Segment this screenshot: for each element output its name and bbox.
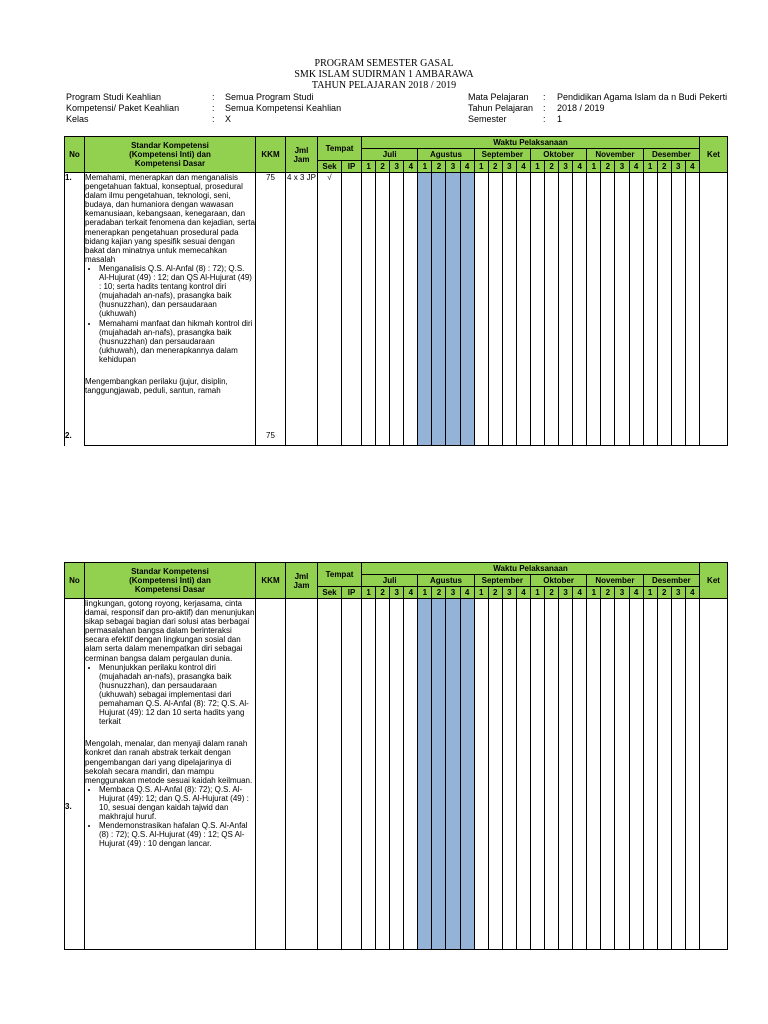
row-number: 1. 2. bbox=[65, 173, 85, 446]
month-juli: Juli bbox=[362, 149, 418, 161]
ip-cell bbox=[342, 599, 362, 950]
table-row bbox=[65, 173, 728, 446]
row-number: 3. bbox=[65, 599, 85, 950]
meta-semester-value: 1 bbox=[557, 114, 563, 124]
month-desember: Desember bbox=[643, 575, 699, 587]
month-oktober: Oktober bbox=[530, 575, 586, 587]
col-waktu-pelaksanaan: Waktu Pelaksanaan bbox=[362, 137, 700, 149]
col-sek: Sek bbox=[318, 587, 342, 599]
indicator-list bbox=[85, 663, 255, 727]
week-number: 4 bbox=[685, 161, 699, 173]
col-kkm: KKM bbox=[256, 563, 286, 599]
week-number: 4 bbox=[685, 587, 699, 599]
week-number: 2 bbox=[601, 587, 615, 599]
col-jml-jam: Jml Jam bbox=[286, 137, 318, 173]
week-number: 3 bbox=[502, 161, 516, 173]
document-title-1: PROGRAM SEMESTER GASAL bbox=[314, 58, 454, 69]
indicator-list bbox=[85, 264, 255, 364]
col-kkm: KKM bbox=[256, 137, 286, 173]
month-september: September bbox=[474, 149, 530, 161]
week-number: 3 bbox=[446, 161, 460, 173]
ket-cell bbox=[700, 599, 728, 950]
week-number: 2 bbox=[657, 161, 671, 173]
week-number: 3 bbox=[615, 161, 629, 173]
meta-program-label: Program Studi Keahlian bbox=[66, 92, 162, 102]
meta-tahun-label: Tahun Pelajaran bbox=[468, 103, 534, 113]
week-number: 4 bbox=[404, 161, 418, 173]
meta-semester-sep: : bbox=[543, 114, 546, 124]
meta-kelas-label: Kelas bbox=[66, 114, 89, 124]
col-waktu-pelaksanaan: Waktu Pelaksanaan bbox=[362, 563, 700, 575]
meta-kelas-value: X bbox=[225, 114, 232, 124]
col-standar-kompetensi: Standar Kompetensi (Kompetensi Inti) dan Kompetensi Dasar bbox=[85, 137, 256, 173]
month-desember: Desember bbox=[643, 149, 699, 161]
meta-semester-label: Semester bbox=[468, 114, 507, 124]
month-oktober: Oktober bbox=[530, 149, 586, 161]
col-standar-kompetensi: Standar Kompetensi (Kompetensi Inti) dan Kompetensi Dasar bbox=[85, 563, 256, 599]
week-number: 3 bbox=[390, 161, 404, 173]
meta-mapel-value: Pendidikan Agama Islam da n Budi Pekerti bbox=[557, 92, 728, 102]
week-number: 1 bbox=[418, 587, 432, 599]
week-number: 2 bbox=[545, 161, 559, 173]
week-number: 1 bbox=[643, 161, 657, 173]
week-number: 4 bbox=[404, 587, 418, 599]
meta-tahun-value: 2018 / 2019 bbox=[557, 103, 605, 113]
week-number: 3 bbox=[671, 587, 685, 599]
table-row bbox=[65, 599, 728, 950]
indicator-item: • Membaca Q.S. Al-Anfal (8): 72); Q.S. Al-Hujurat (49): 12; dan Q.S. Al-Hujurat (49) : 10, sesuai dengan kaidah tajwid dan makhrajul huruf. bbox=[99, 785, 255, 821]
week-number: 1 bbox=[474, 587, 488, 599]
week-number: 2 bbox=[601, 161, 615, 173]
month-november: November bbox=[587, 149, 643, 161]
document-title-3: TAHUN PELAJARAN 2018 / 2019 bbox=[311, 80, 457, 91]
week-number: 1 bbox=[643, 587, 657, 599]
col-jml-jam: Jml Jam bbox=[286, 563, 318, 599]
meta-kompetensi-sep: : bbox=[212, 103, 215, 113]
document-title-2: SMK ISLAM SUDIRMAN 1 AMBARAWA bbox=[294, 69, 474, 80]
meta-program-value: Semua Program Studi bbox=[225, 92, 314, 102]
meta-kelas-sep: : bbox=[212, 114, 215, 124]
col-tempat: Tempat bbox=[318, 563, 362, 587]
kompetensi-text: Mengolah, menalar, dan menyaji dalam ranah konkret dan ranah abstrak terkait dengan pengembangan dari yang dipelajarinya di sekolah secara mandiri, dan mampu menggunakan metode sesuai kaidah keilmuan. bbox=[85, 739, 253, 785]
kompetensi-text: Mengembangkan perilaku (jujur, disiplin, tanggungjawab, peduli, santun, ramah bbox=[85, 376, 228, 396]
week-number: 2 bbox=[545, 587, 559, 599]
indicator-item: • Menunjukkan perilaku kontrol diri (mujahadah an-nafs), prasangka baik (husnuzzhan), dan persaudaraan (ukhuwah) sebagai implementasi dari pemahaman Q.S. Al-Anfal (8): 72; Q.S. Al-Hujurat (49): 12 dan 10 serta hadits yang terkait bbox=[99, 663, 255, 727]
program-semester-table-page-2 bbox=[64, 562, 728, 950]
jml-jam-cell bbox=[286, 599, 318, 950]
week-number: 3 bbox=[559, 161, 573, 173]
col-ket: Ket bbox=[700, 563, 728, 599]
indicator-item: • Memahami manfaat dan hikmah kontrol diri (mujahadah an-nafs), prasangka baik (husnuzzhan) dan persaudaraan (ukhuwah), dan menerapkannya dalam kehidupan bbox=[99, 319, 255, 364]
month-september: September bbox=[474, 575, 530, 587]
jml-jam-cell: 4 x 3 JP bbox=[286, 173, 318, 446]
sek-cell: √ bbox=[318, 173, 342, 446]
week-number: 4 bbox=[516, 161, 530, 173]
col-ip: IP bbox=[342, 161, 362, 173]
meta-mapel-sep: : bbox=[543, 92, 546, 102]
week-number: 3 bbox=[502, 587, 516, 599]
week-number: 2 bbox=[376, 161, 390, 173]
meta-mapel-label: Mata Pelajaran bbox=[468, 92, 529, 102]
kompetensi-cell bbox=[85, 173, 256, 446]
week-number: 4 bbox=[573, 161, 587, 173]
indicator-list bbox=[85, 785, 255, 849]
week-number: 2 bbox=[488, 587, 502, 599]
week-number: 1 bbox=[530, 587, 544, 599]
col-no: No bbox=[65, 563, 85, 599]
col-sek: Sek bbox=[318, 161, 342, 173]
week-number: 3 bbox=[671, 161, 685, 173]
month-november: November bbox=[587, 575, 643, 587]
week-number: 3 bbox=[615, 587, 629, 599]
col-ip: IP bbox=[342, 587, 362, 599]
month-agustus: Agustus bbox=[418, 575, 474, 587]
meta-kompetensi-value: Semua Kompetensi Keahlian bbox=[225, 103, 342, 113]
col-tempat: Tempat bbox=[318, 137, 362, 161]
week-number: 1 bbox=[362, 161, 376, 173]
week-number: 1 bbox=[587, 161, 601, 173]
week-number: 4 bbox=[629, 587, 643, 599]
week-number: 3 bbox=[390, 587, 404, 599]
meta-tahun-sep: : bbox=[543, 103, 546, 113]
week-number: 1 bbox=[418, 161, 432, 173]
week-number: 4 bbox=[460, 587, 474, 599]
ket-cell bbox=[700, 173, 728, 446]
week-number: 2 bbox=[488, 161, 502, 173]
meta-kompetensi-label: Kompetensi/ Paket Keahlian bbox=[66, 103, 180, 113]
program-semester-table-page-1 bbox=[64, 136, 728, 446]
week-number: 2 bbox=[432, 587, 446, 599]
col-ket: Ket bbox=[700, 137, 728, 173]
indicator-item: • Mendemonstrasikan hafalan Q.S. Al-Anfal (8) : 72); Q.S. Al-Hujurat (49) : 12; QS Al-Hujurat (49) : 10 dengan lancar. bbox=[99, 821, 255, 848]
table-header bbox=[65, 137, 728, 173]
kkm-cell bbox=[256, 599, 286, 950]
week-number: 3 bbox=[446, 587, 460, 599]
meta-program-sep: : bbox=[212, 92, 215, 102]
week-number: 1 bbox=[530, 161, 544, 173]
week-number: 4 bbox=[460, 161, 474, 173]
ip-cell bbox=[342, 173, 362, 446]
kompetensi-text: Memahami, menerapkan dan menganalisis pengetahuan faktual, konseptual, prosedural dalam ilmu pengetahuan, teknologi, seni, budaya, dan humaniora dengan wawasan kemanusiaan, kebangsaan, kenegaraan, dan peradaban terkait fenomena dan kejadian, serta menerapkan pengetahuan prosedural pada bidang kajian yang spesifik sesuai dengan bakat dan minatnya untuk memecahkan masalah bbox=[85, 173, 255, 264]
week-number: 2 bbox=[432, 161, 446, 173]
week-number: 1 bbox=[587, 587, 601, 599]
col-no: No bbox=[65, 137, 85, 173]
week-number: 4 bbox=[573, 587, 587, 599]
sek-cell bbox=[318, 599, 342, 950]
month-agustus: Agustus bbox=[418, 149, 474, 161]
week-number: 4 bbox=[516, 587, 530, 599]
indicator-item: • Menganalisis Q.S. Al-Anfal (8) : 72); Q.S. Al-Hujurat (49) : 12; dan QS Al-Hujurat (49) : 10; serta hadits tentang kontrol diri (mujahadah an-nafs), prasangka baik (husnuzzhan), dan persaudaraan (ukhuwah) bbox=[99, 264, 255, 319]
week-number: 3 bbox=[559, 587, 573, 599]
month-juli: Juli bbox=[362, 575, 418, 587]
week-number: 4 bbox=[629, 161, 643, 173]
week-number: 1 bbox=[362, 587, 376, 599]
week-number: 1 bbox=[474, 161, 488, 173]
table-header bbox=[65, 563, 728, 599]
week-number: 2 bbox=[657, 587, 671, 599]
kkm-cell: 75 75 bbox=[256, 173, 286, 446]
week-number: 2 bbox=[376, 587, 390, 599]
kompetensi-cell bbox=[85, 599, 256, 950]
kompetensi-text: lingkungan, gotong royong, kerjasama, cinta damai, responsif dan pro-aktif) dan menunjukan sikap sebagai bagian dari solusi atas berbagai permasalahan bangsa dalam berinteraksi secara efektif dengan lingkungan sosial dan alam serta dalam menempatkan diri sebagai cerminan bangsa dalam pergaulan dunia. bbox=[85, 599, 255, 663]
